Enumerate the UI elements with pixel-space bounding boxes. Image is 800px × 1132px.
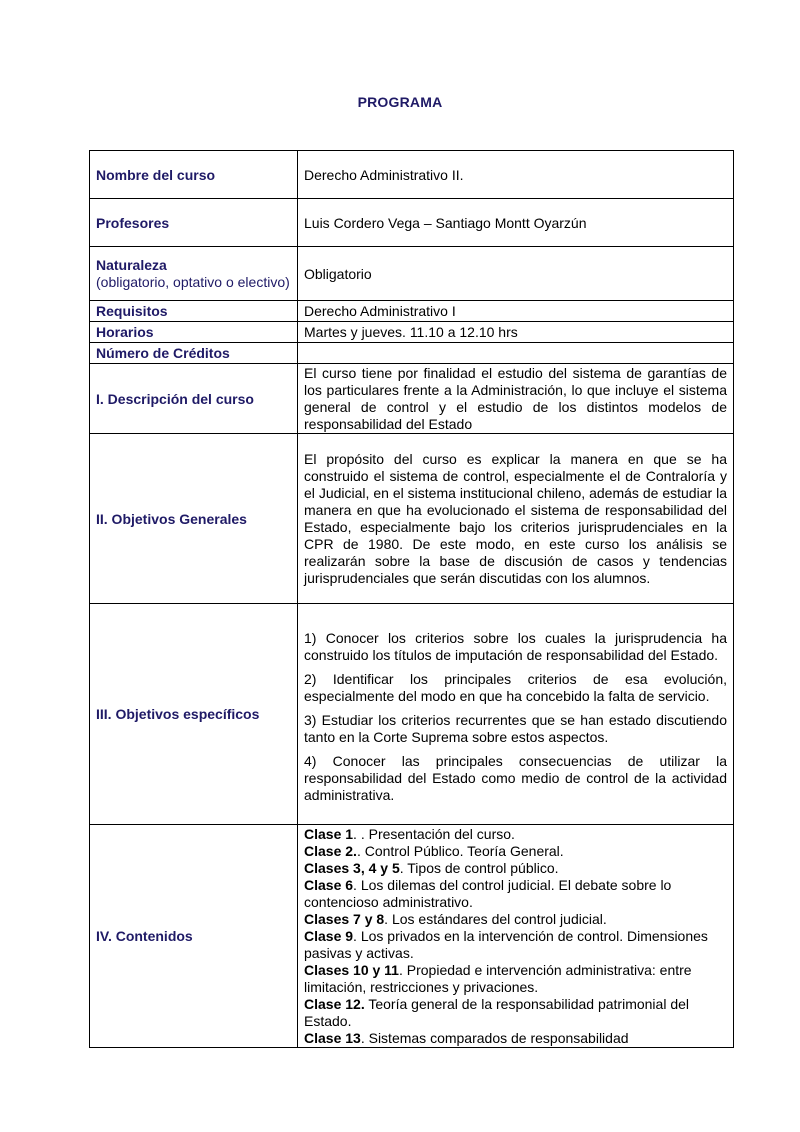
content-item-text: . Los dilemas del control judicial. El debate sobre lo contencioso administrativo. — [304, 877, 672, 910]
content-item — [304, 877, 727, 911]
content-item — [304, 860, 727, 877]
objective-item: 2) Identificar los principales criterios de esa evolución, especialmente del modo en que ha concebido la falta de servicio. — [304, 671, 727, 704]
content-item-head: Clases 10 y 11 — [304, 962, 399, 978]
content-item-text: . Sistemas comparados de responsabilidad — [360, 1030, 629, 1046]
row-value: Luis Cordero Vega – Santiago Montt Oyarzún — [298, 199, 734, 247]
content-item-head: Clase 6 — [304, 877, 354, 893]
content-item-head: Clase 9 — [304, 928, 354, 944]
row-label: Profesores — [90, 199, 298, 247]
program-table — [89, 150, 734, 1048]
content-item-head: Clase 1 — [304, 826, 354, 842]
row-label: Nombre del curso — [90, 151, 298, 199]
content-item — [304, 996, 727, 1030]
objective-item: 3) Estudiar los criterios recurrentes que se han estado discutiendo tanto en la Corte Suprema sobre estos aspectos. — [304, 712, 727, 745]
content-item — [304, 911, 727, 928]
table-row — [90, 247, 734, 301]
content-item-text: . Control Público. Teoría General. — [356, 843, 564, 859]
row-label: IV. Contenidos — [90, 825, 298, 1048]
table-row — [90, 434, 734, 604]
content-item — [304, 928, 727, 962]
row-value — [298, 343, 734, 364]
objective-item: 4) Conocer las principales consecuencias de utilizar la responsabilidad del Estado como medio de control de la actividad administrativa. — [304, 753, 727, 803]
content-item-text: . Los privados en la intervención de control. Dimensiones pasivas y activas. — [304, 928, 708, 961]
content-item-text: . Los estándares del control judicial. — [384, 911, 607, 927]
page-title: PROGRAMA — [357, 94, 443, 110]
row-value — [298, 604, 734, 825]
row-value: El propósito del curso es explicar la manera en que se ha construido el sistema de control, especialmente el de Contraloría y el Judicial, en el sistema institucional chileno, además de estudiar la manera en que ha evolucionado el sistema de responsabilidad del Estado, especialmente bajo los criterios jurisprudenciales en la CPR de 1980. De este modo, en este curso los análisis se realizarán sobre la base de discusión de casos y tendencias jurisprudenciales que serán discutidas con los alumnos. — [298, 434, 734, 604]
table-row — [90, 322, 734, 343]
content-item — [304, 962, 727, 996]
content-item-text: . Propiedad e intervención administrativa: entre limitación, restricciones y privaciones. — [304, 962, 692, 995]
content-item-text: Teoría general de la responsabilidad patrimonial del Estado. — [304, 996, 690, 1029]
row-label: Número de Créditos — [90, 343, 298, 364]
row-value: Derecho Administrativo I — [298, 301, 734, 322]
row-label-main: Naturaleza — [96, 257, 167, 273]
content-item — [304, 843, 727, 860]
content-item-head: Clase 12. — [304, 996, 365, 1012]
content-item-head: Clase 13 — [304, 1030, 361, 1046]
row-value: Martes y jueves. 11.10 a 12.10 hrs — [298, 322, 734, 343]
table-row — [90, 825, 734, 1048]
row-value: El curso tiene por finalidad el estudio del sistema de garantías de los particulares frente a la Administración, lo que incluye el sistema general de control y el estudio de los distintos modelos de responsabilidad del Estado — [298, 364, 734, 434]
content-item-head: Clase 2. — [304, 843, 357, 859]
content-item-head: Clases 7 y 8 — [304, 911, 385, 927]
row-label: I. Descripción del curso — [90, 364, 298, 434]
row-value: Derecho Administrativo II. — [298, 151, 734, 199]
table-row — [90, 199, 734, 247]
row-label-sub: (obligatorio, optativo o electivo) — [96, 274, 290, 290]
row-label: II. Objetivos Generales — [90, 434, 298, 604]
content-item — [304, 826, 727, 843]
content-item — [304, 1030, 727, 1047]
content-item-text: . Tipos de control público. — [399, 860, 559, 876]
table-row — [90, 151, 734, 199]
table-row — [90, 604, 734, 825]
table-row — [90, 343, 734, 364]
content-item-head: Clases 3, 4 y 5 — [304, 860, 400, 876]
row-value — [298, 825, 734, 1048]
row-label: Horarios — [90, 322, 298, 343]
row-label — [90, 247, 298, 301]
table-row — [90, 364, 734, 434]
row-label: III. Objetivos específicos — [90, 604, 298, 825]
table-row — [90, 301, 734, 322]
objective-item: 1) Conocer los criterios sobre los cuales la jurisprudencia ha construido los títulos de imputación de responsabilidad del Estado. — [304, 630, 727, 663]
content-item-text: . . Presentación del curso. — [353, 826, 515, 842]
row-label: Requisitos — [90, 301, 298, 322]
row-value: Obligatorio — [298, 247, 734, 301]
